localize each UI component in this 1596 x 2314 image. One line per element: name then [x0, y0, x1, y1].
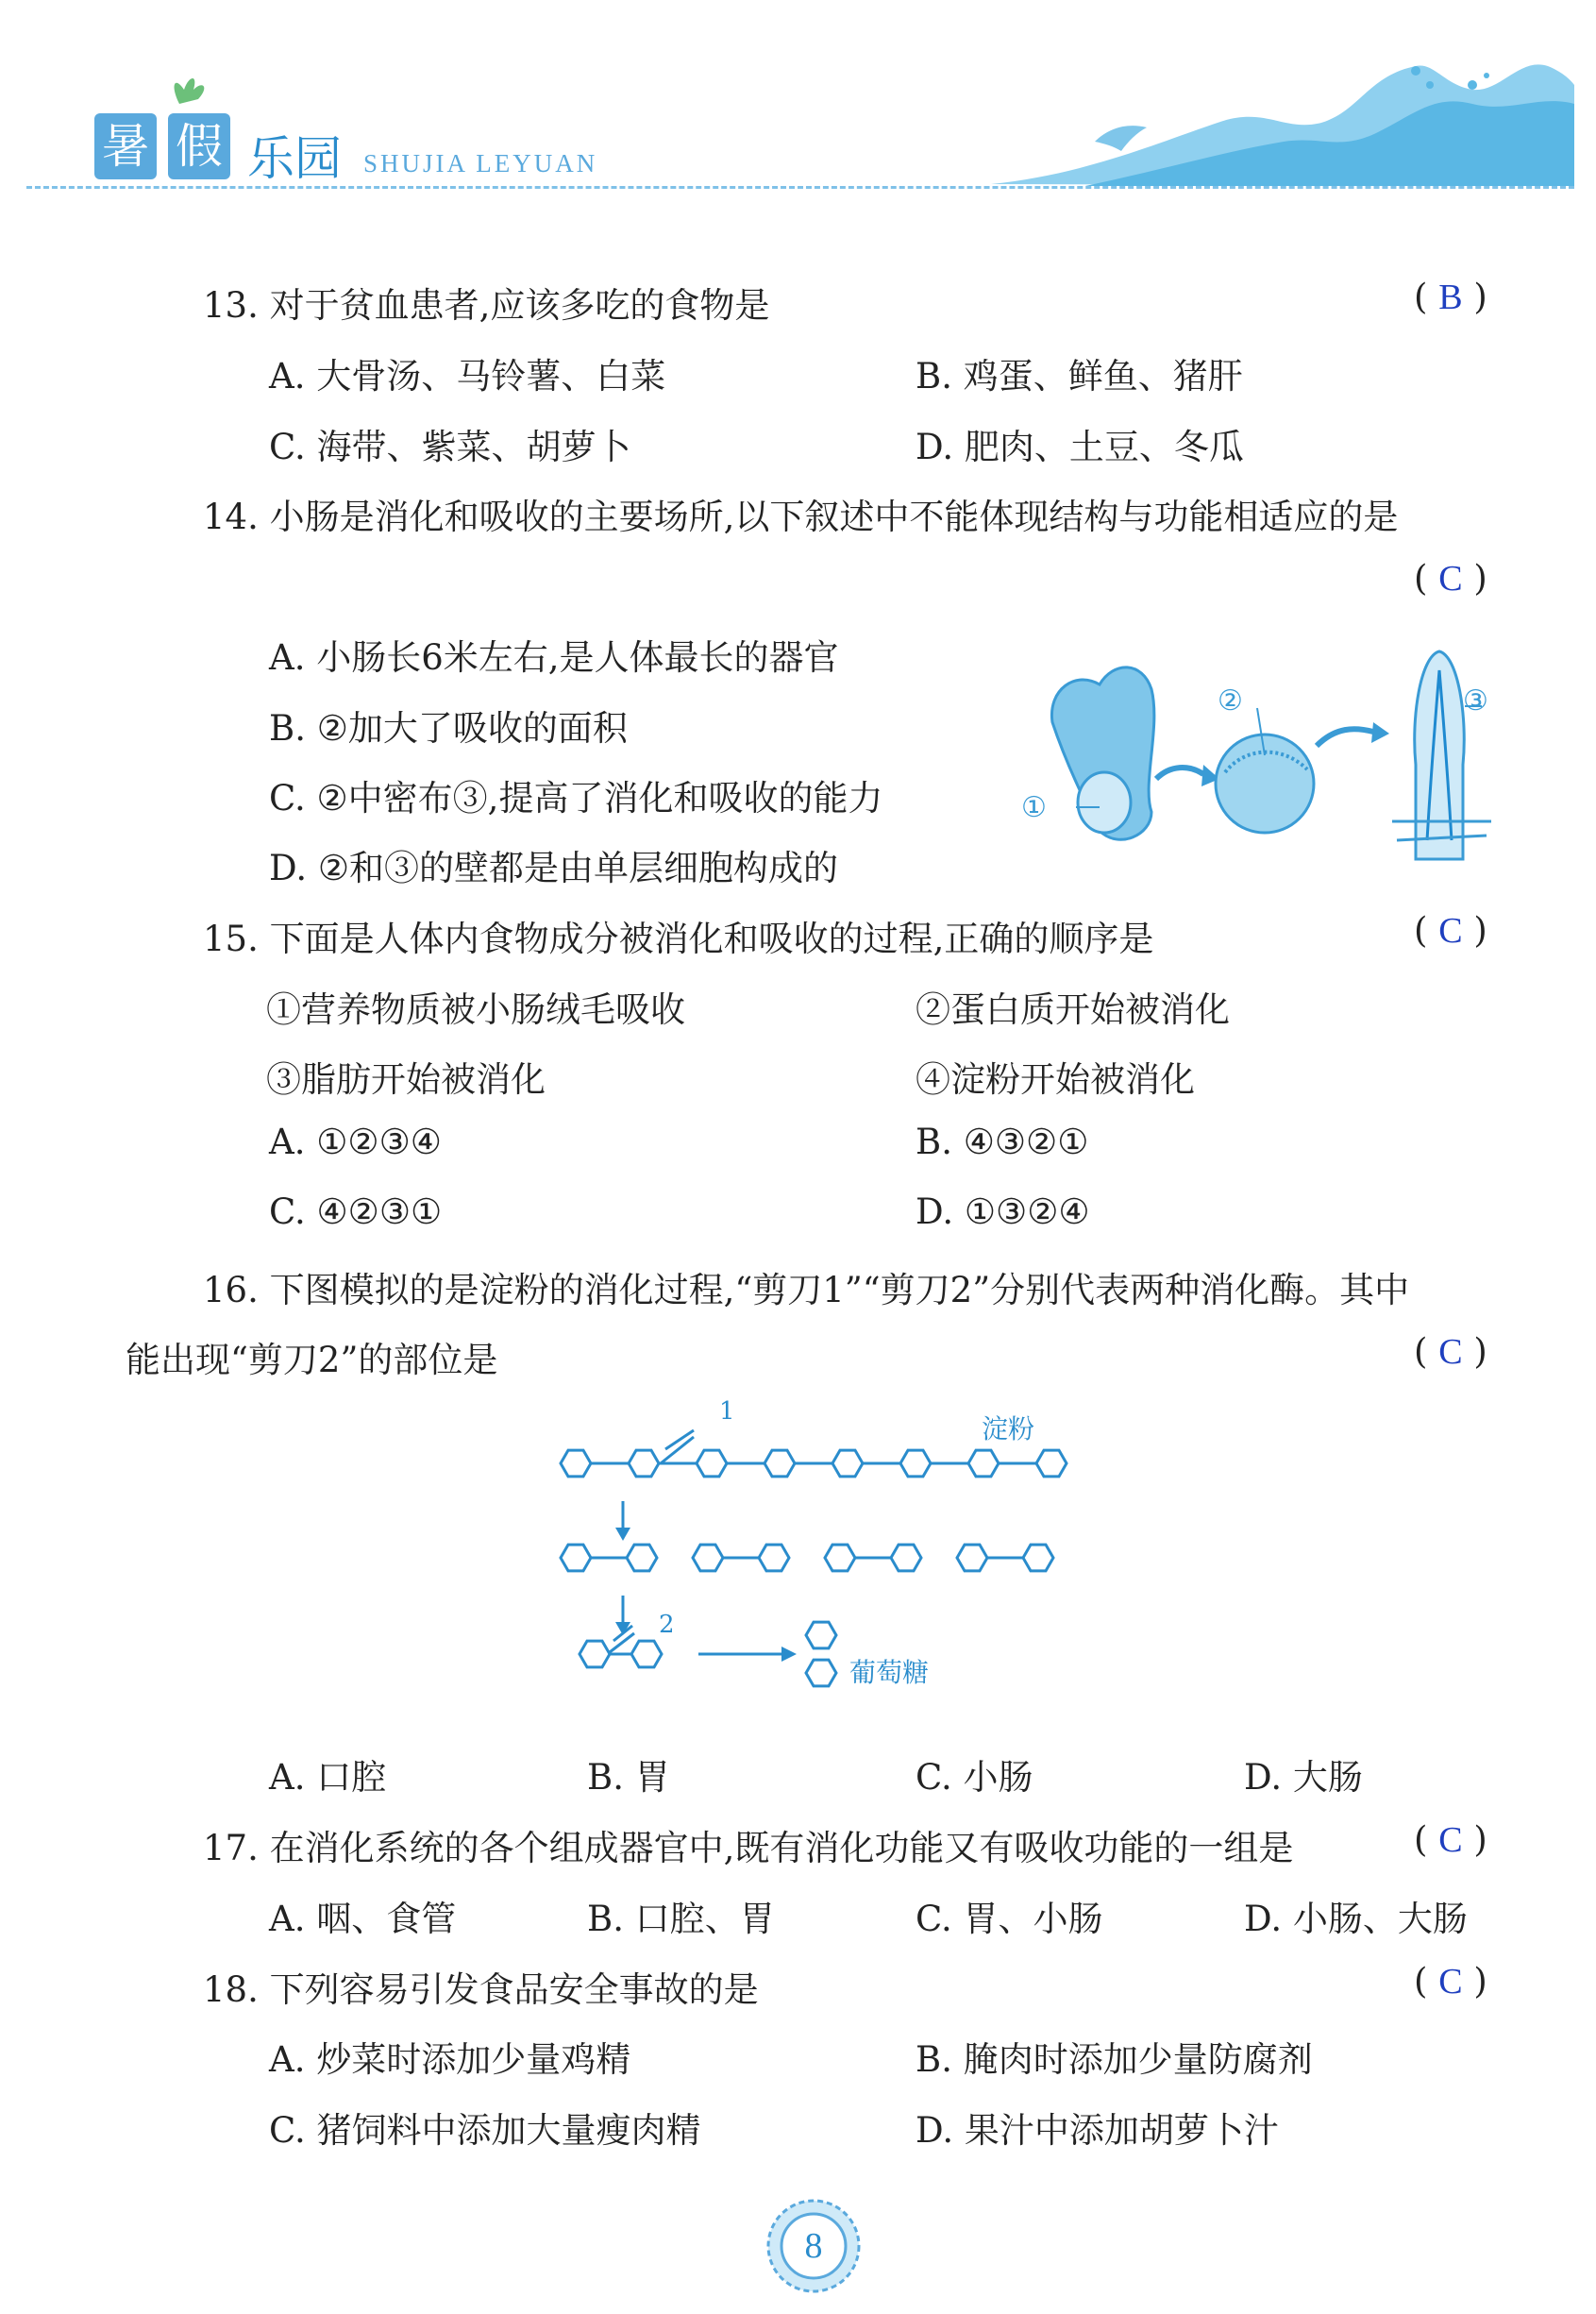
item-15-4: ④淀粉开始被消化	[916, 1059, 1195, 1100]
answer-letter: C	[1438, 1962, 1463, 2002]
question-number: 16.	[203, 1270, 259, 1310]
starch-unit	[764, 1450, 795, 1477]
starch-unit	[561, 1450, 591, 1477]
page-number-badge	[763, 2195, 865, 2297]
option-14-d: D. ②和③的壁都是由单层细胞构成的	[269, 848, 839, 888]
title-char-1: 暑	[94, 113, 157, 179]
option-16-c: C. 小肠	[916, 1757, 1033, 1798]
maltose-unit	[891, 1545, 921, 1571]
glucose-unit	[806, 1660, 836, 1686]
question-16	[203, 1261, 1409, 1312]
option-16-d: D. 大肠	[1244, 1757, 1363, 1798]
figure-label-2: ②	[1218, 684, 1243, 718]
glucose-label: 葡萄糖	[849, 1657, 930, 1688]
scissors-1-label: 1	[719, 1397, 735, 1426]
starch-unit	[832, 1450, 863, 1477]
down-arrow-head	[615, 1528, 630, 1541]
question-number: 15.	[203, 919, 259, 959]
starch-unit	[900, 1450, 931, 1477]
question-text: 对于贫血患者,应该多吃的食物是	[269, 285, 770, 326]
answer-letter: B	[1438, 278, 1463, 317]
question-number: 18.	[203, 1969, 259, 2010]
glucose-unit	[806, 1622, 836, 1648]
option-14-a: A. 小肠长6米左右,是人体最长的器官	[269, 637, 839, 678]
question-16-cont: 能出现“剪刀2”的部位是	[126, 1340, 498, 1380]
question-text: 在消化系统的各个组成器官中,既有消化功能又有吸收功能的一组是	[269, 1828, 1294, 1868]
option-13-b: B. 鸡蛋、鲜鱼、猪肝	[916, 356, 1243, 397]
header-divider	[26, 186, 1574, 189]
option-18-c: C. 猪饲料中添加大量瘦肉精	[269, 2110, 701, 2151]
figure-label-3: ③	[1463, 684, 1488, 718]
option-15-a: A. ①②③④	[269, 1122, 442, 1162]
item-15-1: ①营养物质被小肠绒毛吸收	[266, 989, 685, 1030]
starch-unit	[1036, 1450, 1067, 1477]
option-13-a: A. 大骨汤、马铃薯、白菜	[269, 356, 666, 397]
option-15-c: C. ④②③①	[269, 1191, 443, 1232]
starch-unit	[697, 1450, 727, 1477]
page-header	[0, 0, 1596, 198]
answer-paren-close: )	[1473, 1961, 1487, 2002]
question-text: 下列容易引发食品安全事故的是	[269, 1969, 759, 2010]
title-english: SHUJIA LEYUAN	[363, 149, 598, 177]
wave-decoration	[0, 0, 1596, 198]
figure-label-1: ①	[1021, 791, 1047, 824]
maltose-unit	[627, 1545, 657, 1571]
option-17-c: C. 胃、小肠	[916, 1899, 1103, 1939]
question-14	[203, 488, 1398, 539]
option-15-d: D. ①③②④	[916, 1191, 1090, 1232]
answer-paren-open: (	[1414, 1331, 1428, 1372]
right-arrow-head	[781, 1647, 797, 1662]
answer-letter: C	[1438, 911, 1463, 951]
question-17	[203, 1819, 1293, 1870]
answer-18	[1414, 1961, 1487, 2002]
small-intestine-figure	[1010, 633, 1520, 869]
option-15-b: B. ④③②①	[916, 1122, 1089, 1162]
option-13-d: D. 肥肉、土豆、冬瓜	[916, 427, 1244, 467]
option-14-c: C. ②中密布③,提高了消化和吸收的能力	[269, 778, 883, 819]
question-15	[203, 910, 1153, 961]
answer-letter: C	[1438, 1820, 1463, 1860]
scissors-2-label: 2	[659, 1611, 675, 1639]
question-number: 17.	[203, 1828, 259, 1868]
starch-unit	[968, 1450, 999, 1477]
scissors-2-icon	[610, 1633, 634, 1652]
option-18-b: B. 腌肉时添加少量防腐剂	[916, 2039, 1313, 2080]
answer-paren-open: (	[1414, 558, 1428, 599]
option-18-a: A. 炒菜时添加少量鸡精	[269, 2039, 631, 2080]
option-17-b: B. 口腔、胃	[587, 1899, 775, 1939]
starch-unit	[629, 1450, 659, 1477]
option-16-a: A. 口腔	[269, 1757, 387, 1798]
answer-paren-open: (	[1414, 1961, 1428, 2002]
answer-letter: C	[1438, 559, 1463, 599]
title-rest: 乐园	[247, 131, 342, 186]
option-17-a: A. 咽、食管	[269, 1899, 457, 1939]
answer-paren-open: (	[1414, 1819, 1428, 1860]
answer-paren-close: )	[1473, 558, 1487, 599]
title-char-2: 假	[168, 113, 230, 179]
question-13	[203, 277, 769, 328]
maltose-unit	[825, 1545, 855, 1571]
question-18	[203, 1961, 759, 2012]
maltose-unit	[631, 1641, 662, 1667]
item-15-2: ②蛋白质开始被消化	[916, 989, 1230, 1030]
answer-paren-open: (	[1414, 910, 1428, 951]
page-number: 8	[804, 2226, 823, 2266]
answer-17	[1414, 1819, 1487, 1861]
answer-paren-close: )	[1473, 1331, 1487, 1372]
answer-paren-close: )	[1473, 910, 1487, 951]
option-14-b: B. ②加大了吸收的面积	[269, 708, 628, 749]
question-text: 下图模拟的是淀粉的消化过程,“剪刀1”“剪刀2”分别代表两种消化酶。其中	[269, 1270, 1410, 1310]
maltose-unit	[561, 1545, 591, 1571]
question-text: 小肠是消化和吸收的主要场所,以下叙述中不能体现结构与功能相适应的是	[269, 497, 1399, 537]
option-18-d: D. 果汁中添加胡萝卜汁	[916, 2110, 1279, 2151]
option-17-d: D. 小肠、大肠	[1244, 1899, 1468, 1939]
question-number: 13.	[203, 285, 259, 326]
answer-paren-open: (	[1414, 277, 1428, 317]
question-text: 下面是人体内食物成分被消化和吸收的过程,正确的顺序是	[269, 919, 1154, 959]
question-number: 14.	[203, 497, 259, 537]
answer-14	[1414, 558, 1487, 600]
answer-13	[1414, 277, 1487, 318]
answer-15	[1414, 910, 1487, 952]
item-15-3: ③脂肪开始被消化	[266, 1059, 546, 1100]
maltose-unit	[1023, 1545, 1053, 1571]
maltose-unit	[759, 1545, 789, 1571]
option-16-b: B. 胃	[587, 1757, 670, 1798]
answer-letter: C	[1438, 1332, 1463, 1372]
starch-label: 淀粉	[982, 1413, 1035, 1444]
maltose-unit	[693, 1545, 723, 1571]
answer-paren-close: )	[1473, 277, 1487, 317]
answer-16	[1414, 1331, 1487, 1373]
option-13-c: C. 海带、紫菜、胡萝卜	[269, 427, 631, 467]
answer-paren-close: )	[1473, 1819, 1487, 1860]
maltose-unit	[580, 1641, 610, 1667]
maltose-unit	[957, 1545, 987, 1571]
